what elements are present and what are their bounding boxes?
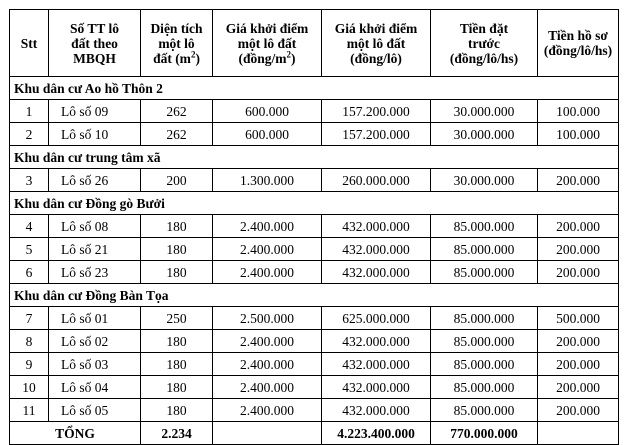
cell-price-lot: 432.000.000 — [322, 376, 431, 399]
table-row — [10, 376, 619, 399]
cell-fee: 200.000 — [538, 215, 619, 238]
total-row — [10, 422, 619, 445]
cell-lot: Lô số 02 — [49, 330, 141, 353]
cell-deposit: 30.000.000 — [431, 123, 538, 146]
cell-area: 250 — [141, 307, 213, 330]
cell-lot: Lô số 01 — [49, 307, 141, 330]
total-deposit: 770.000.000 — [431, 422, 538, 445]
cell-price-m2: 2.400.000 — [213, 261, 322, 284]
cell-price-m2: 1.300.000 — [213, 169, 322, 192]
cell-stt: 5 — [10, 238, 49, 261]
cell-fee: 200.000 — [538, 353, 619, 376]
cell-lot: Lô số 10 — [49, 123, 141, 146]
cell-fee: 200.000 — [538, 238, 619, 261]
cell-deposit: 85.000.000 — [431, 261, 538, 284]
cell-price-lot: 157.200.000 — [322, 123, 431, 146]
group-title: Khu dân cư Đồng Bàn Tọa — [10, 284, 619, 307]
cell-fee: 100.000 — [538, 123, 619, 146]
cell-area: 180 — [141, 215, 213, 238]
group-title: Khu dân cư Đồng gò Bưởi — [10, 192, 619, 215]
header-price-per-m2: Giá khởi điểm một lô đất $(đồng/m^2)$ — [213, 10, 322, 77]
cell-stt: 6 — [10, 261, 49, 284]
cell-price-m2: 2.400.000 — [213, 399, 322, 422]
table-row — [10, 100, 619, 123]
table-row — [10, 123, 619, 146]
cell-lot: Lô số 08 — [49, 215, 141, 238]
table-row — [10, 169, 619, 192]
cell-price-lot: 260.000.000 — [322, 169, 431, 192]
cell-price-lot: 432.000.000 — [322, 330, 431, 353]
cell-price-m2: 2.500.000 — [213, 307, 322, 330]
cell-stt: 3 — [10, 169, 49, 192]
header-price-per-lot: Giá khởi điểm một lô đất (đồng/lô) — [322, 10, 431, 77]
cell-stt: 2 — [10, 123, 49, 146]
cell-lot: Lô số 26 — [49, 169, 141, 192]
cell-stt: 4 — [10, 215, 49, 238]
table-row — [10, 399, 619, 422]
header-area: Diện tích một lô đất $(m^2)$ — [141, 10, 213, 77]
cell-deposit: 85.000.000 — [431, 376, 538, 399]
cell-lot: Lô số 09 — [49, 100, 141, 123]
cell-price-lot: 432.000.000 — [322, 261, 431, 284]
cell-fee: 200.000 — [538, 169, 619, 192]
cell-price-lot: 157.200.000 — [322, 100, 431, 123]
cell-area: 262 — [141, 100, 213, 123]
cell-fee: 500.000 — [538, 307, 619, 330]
cell-deposit: 30.000.000 — [431, 100, 538, 123]
cell-area: 200 — [141, 169, 213, 192]
cell-lot: Lô số 03 — [49, 353, 141, 376]
table-row — [10, 307, 619, 330]
group-row — [10, 146, 619, 169]
table-row — [10, 330, 619, 353]
total-area: 2.234 — [141, 422, 213, 445]
group-title: Khu dân cư Ao hồ Thôn 2 — [10, 77, 619, 100]
cell-deposit: 85.000.000 — [431, 215, 538, 238]
cell-price-lot: 432.000.000 — [322, 215, 431, 238]
total-label: TỔNG — [10, 422, 141, 445]
total-fee-empty — [538, 422, 619, 445]
table-row — [10, 261, 619, 284]
cell-lot: Lô số 23 — [49, 261, 141, 284]
cell-lot: Lô số 05 — [49, 399, 141, 422]
cell-deposit: 30.000.000 — [431, 169, 538, 192]
group-row — [10, 77, 619, 100]
cell-price-m2: 600.000 — [213, 100, 322, 123]
land-auction-table — [9, 9, 619, 445]
cell-area: 180 — [141, 238, 213, 261]
cell-area: 262 — [141, 123, 213, 146]
cell-deposit: 85.000.000 — [431, 238, 538, 261]
cell-stt: 1 — [10, 100, 49, 123]
cell-stt: 11 — [10, 399, 49, 422]
table-row — [10, 238, 619, 261]
cell-fee: 200.000 — [538, 399, 619, 422]
cell-lot: Lô số 21 — [49, 238, 141, 261]
cell-fee: 200.000 — [538, 261, 619, 284]
cell-area: 180 — [141, 353, 213, 376]
header-lot-number: Số TT lô đất theo MBQH — [49, 10, 141, 77]
cell-price-m2: 600.000 — [213, 123, 322, 146]
cell-deposit: 85.000.000 — [431, 307, 538, 330]
cell-stt: 8 — [10, 330, 49, 353]
group-title: Khu dân cư trung tâm xã — [10, 146, 619, 169]
header-dossier-fee: Tiền hồ sơ (đồng/lô/hs) — [538, 10, 619, 77]
cell-price-m2: 2.400.000 — [213, 330, 322, 353]
group-row — [10, 284, 619, 307]
header-row — [10, 10, 619, 77]
cell-deposit: 85.000.000 — [431, 399, 538, 422]
cell-price-m2: 2.400.000 — [213, 215, 322, 238]
cell-price-m2: 2.400.000 — [213, 238, 322, 261]
cell-stt: 9 — [10, 353, 49, 376]
cell-deposit: 85.000.000 — [431, 330, 538, 353]
cell-price-lot: 432.000.000 — [322, 238, 431, 261]
header-deposit: Tiền đặt trước (đồng/lô/hs) — [431, 10, 538, 77]
table-row — [10, 215, 619, 238]
table-row — [10, 353, 619, 376]
total-price-lot: 4.223.400.000 — [322, 422, 431, 445]
cell-fee: 200.000 — [538, 330, 619, 353]
cell-area: 180 — [141, 330, 213, 353]
cell-deposit: 85.000.000 — [431, 353, 538, 376]
cell-area: 180 — [141, 261, 213, 284]
cell-price-lot: 625.000.000 — [322, 307, 431, 330]
cell-stt: 10 — [10, 376, 49, 399]
cell-fee: 100.000 — [538, 100, 619, 123]
cell-price-lot: 432.000.000 — [322, 353, 431, 376]
cell-fee: 200.000 — [538, 376, 619, 399]
group-row — [10, 192, 619, 215]
cell-price-m2: 2.400.000 — [213, 376, 322, 399]
cell-lot: Lô số 04 — [49, 376, 141, 399]
header-stt: Stt — [10, 10, 49, 77]
cell-area: 180 — [141, 376, 213, 399]
cell-area: 180 — [141, 399, 213, 422]
cell-stt: 7 — [10, 307, 49, 330]
total-price-m2-empty — [213, 422, 322, 445]
cell-price-lot: 432.000.000 — [322, 399, 431, 422]
cell-price-m2: 2.400.000 — [213, 353, 322, 376]
